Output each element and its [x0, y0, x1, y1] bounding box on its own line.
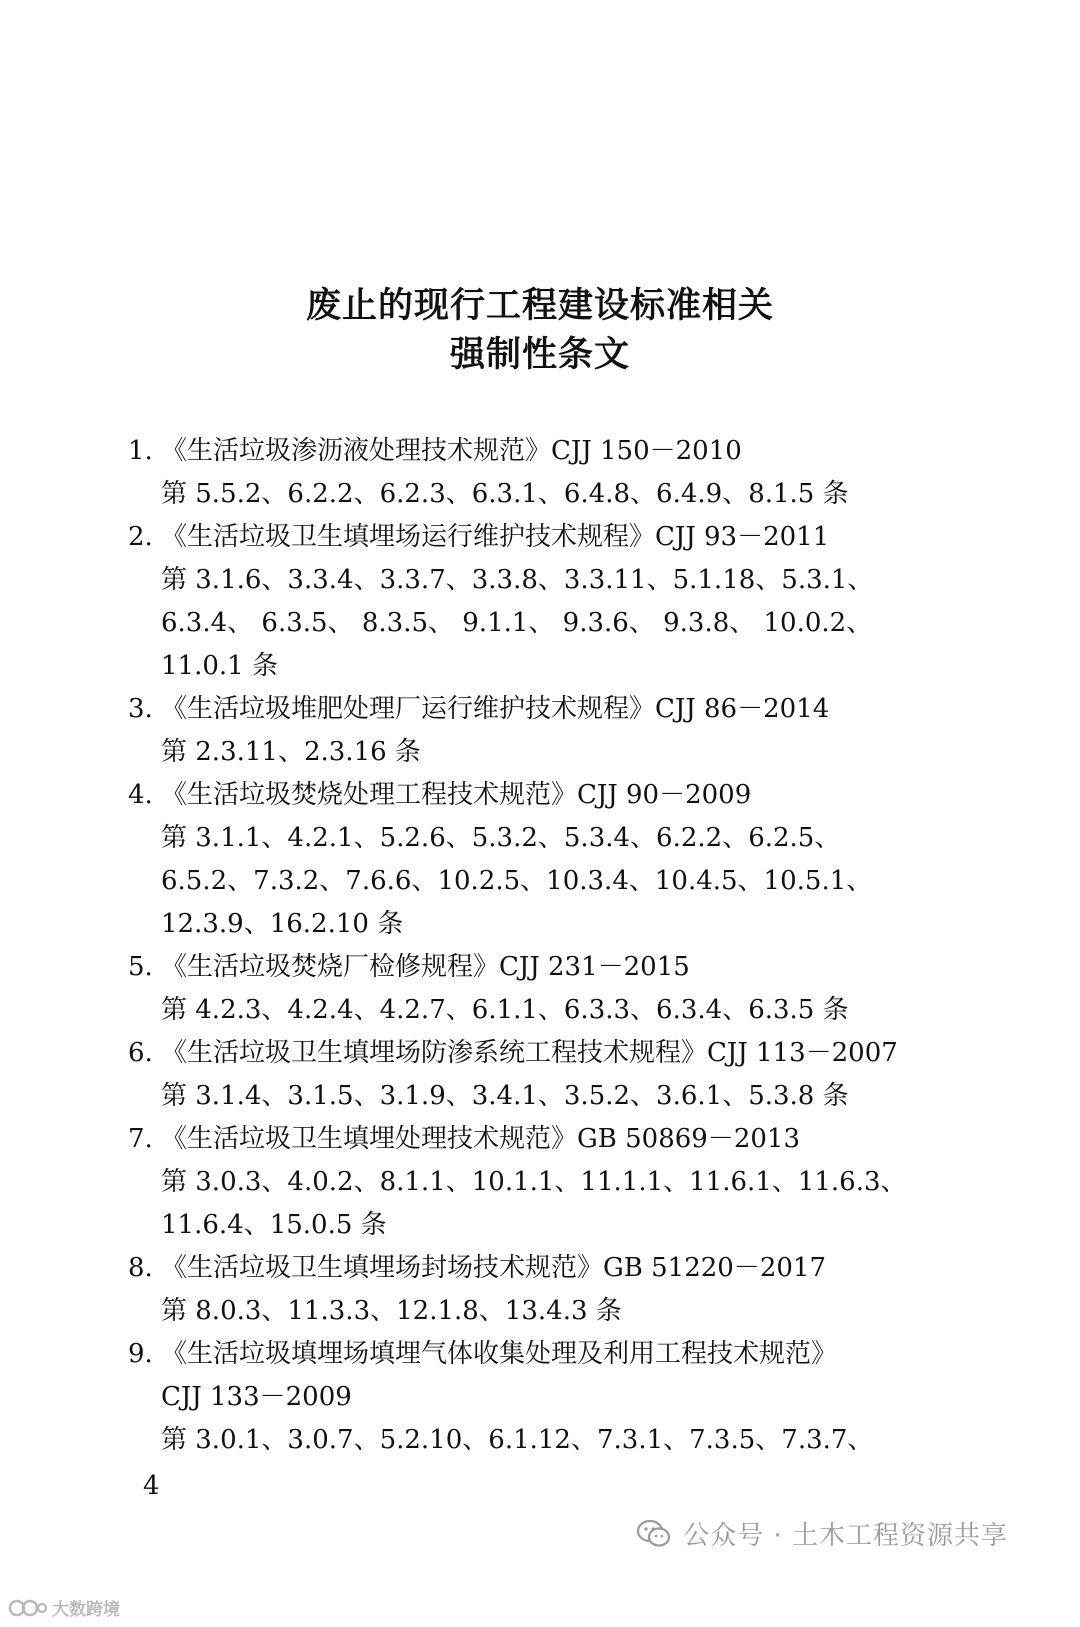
item-number: 1. — [128, 436, 153, 466]
clause-line: 第 3.0.3、4.0.2、8.1.1、10.1.1、11.1.1、11.6.1、11.6.3、 — [161, 1167, 907, 1197]
clause-line: 第 3.1.4、3.1.5、3.1.9、3.4.1、3.5.2、3.6.1、5.3.8 条 — [161, 1081, 849, 1111]
standard-item — [128, 1247, 958, 1333]
clause-line: 第 3.1.1、4.2.1、5.2.6、5.3.2、5.3.4、6.2.2、6.2.5、 — [161, 823, 841, 853]
wechat-icon — [637, 1519, 671, 1549]
clause-line: 6.3.4、 6.3.5、 8.3.5、 9.1.1、 9.3.6、 9.3.8、 10.0.2、 — [161, 608, 873, 638]
standard-heading — [128, 516, 958, 559]
standard-heading — [128, 688, 958, 731]
standard-heading — [128, 430, 958, 473]
item-number: 3. — [128, 694, 153, 724]
standard-heading — [128, 946, 958, 989]
watermark-text: 公众号 · 土木工程资源共享 — [683, 1521, 1008, 1551]
item-number: 5. — [128, 952, 153, 982]
document-title-line-1: 废止的现行工程建设标准相关 — [305, 285, 774, 326]
standard-title: 《生活垃圾渗沥液处理技术规范》CJJ 150－2010 — [161, 436, 742, 466]
standard-item — [128, 774, 958, 946]
clause-line: CJJ 133－2009 — [161, 1382, 352, 1412]
standard-heading — [128, 1118, 958, 1161]
item-number: 2. — [128, 522, 153, 552]
clause-line: 第 2.3.11、2.3.16 条 — [161, 737, 421, 767]
clause-line: 第 8.0.3、11.3.3、12.1.8、13.4.3 条 — [161, 1296, 622, 1326]
standard-title: 《生活垃圾填埋场填埋气体收集处理及利用工程技术规范》 — [161, 1339, 838, 1369]
standard-heading — [128, 1032, 958, 1075]
standard-item — [128, 946, 958, 1032]
standard-title: 《生活垃圾焚烧处理工程技术规范》CJJ 90－2009 — [161, 780, 752, 810]
standard-item — [128, 688, 958, 774]
clause-line: 第 5.5.2、6.2.2、6.2.3、6.3.1、6.4.8、6.4.9、8.1.5 条 — [161, 479, 849, 509]
clause-line: 第 3.1.6、3.3.4、3.3.7、3.3.8、3.3.11、5.1.18、5.3.1、 — [161, 565, 874, 595]
standard-title: 《生活垃圾卫生填埋处理技术规范》GB 50869－2013 — [161, 1124, 801, 1154]
standard-title: 《生活垃圾卫生填埋场防渗系统工程技术规程》CJJ 113－2007 — [161, 1038, 898, 1068]
standard-heading — [128, 1333, 958, 1376]
standard-title: 《生活垃圾卫生填埋场运行维护技术规程》CJJ 93－2011 — [161, 522, 830, 552]
clause-line: 12.3.9、16.2.10 条 — [161, 909, 404, 939]
clause-line: 第 4.2.3、4.2.4、4.2.7、6.1.1、6.3.3、6.3.4、6.3.5 条 — [161, 995, 849, 1025]
standard-title: 《生活垃圾焚烧厂检修规程》CJJ 231－2015 — [161, 952, 690, 982]
watermark — [637, 1515, 1008, 1552]
standard-item — [128, 516, 958, 688]
clause-line: 6.5.2、7.3.2、7.6.6、10.2.5、10.3.4、10.4.5、10.5.1、 — [161, 866, 873, 896]
item-number: 4. — [128, 780, 153, 810]
item-number: 8. — [128, 1253, 153, 1283]
clause-line: 11.0.1 条 — [161, 651, 278, 681]
logo-icon — [8, 1597, 48, 1619]
item-number: 6. — [128, 1038, 153, 1068]
corner-logo — [8, 1595, 120, 1620]
corner-logo-text: 大数跨境 — [52, 1600, 120, 1620]
document-title-line-2: 强制性条文 — [449, 334, 630, 375]
standard-item — [128, 1032, 958, 1118]
standard-heading — [128, 774, 958, 817]
standard-item — [128, 1118, 958, 1247]
clause-line: 11.6.4、15.0.5 条 — [161, 1210, 387, 1240]
standard-heading — [128, 1247, 958, 1290]
page-number: 4 — [143, 1471, 160, 1501]
item-number: 7. — [128, 1124, 153, 1154]
standard-title: 《生活垃圾卫生填埋场封场技术规范》GB 51220－2017 — [161, 1253, 827, 1283]
standard-item — [128, 1333, 958, 1462]
standard-item — [128, 430, 958, 516]
clause-line: 第 3.0.1、3.0.7、5.2.10、6.1.12、7.3.1、7.3.5、7.3.7、 — [161, 1425, 874, 1455]
standards-list — [128, 430, 958, 1462]
item-number: 9. — [128, 1339, 153, 1369]
standard-title: 《生活垃圾堆肥处理厂运行维护技术规程》CJJ 86－2014 — [161, 694, 830, 724]
